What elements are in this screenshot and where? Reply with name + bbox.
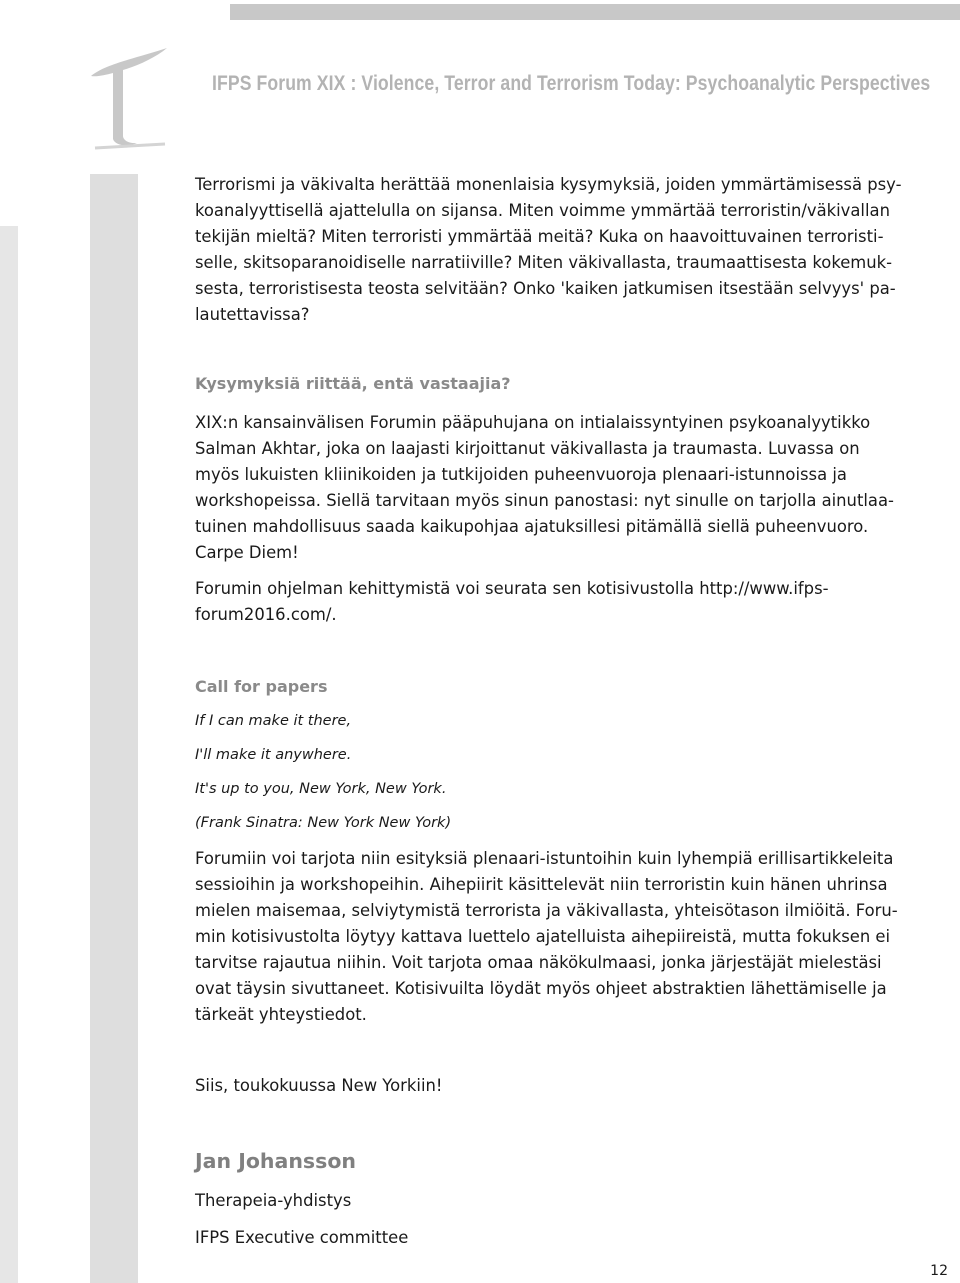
section-heading: Call for papers: [195, 677, 328, 696]
text-line: XIX:n kansainvälisen Forumin pääpuhujana on intialaissyntyinen psykoanalyytikko: [195, 413, 871, 432]
page-title: IFPS Forum XIX : Violence, Terror and Terrorism Today: Psychoanalytic Perspectives: [212, 72, 931, 95]
text-line: tarvitse rajautua niihin. Voit tarjota omaa näkökulmaasi, jonka järjestäjät mielestäsi: [195, 953, 882, 972]
text-line: ovat täysin sivuttaneet. Kotisivuilta löydät myös ohjeet abstraktien lähettämiselle ja: [195, 979, 887, 998]
quote-line: It's up to you, New York, New York.: [195, 781, 447, 797]
side-bar-thin: [0, 226, 18, 1283]
section1-paragraph: [195, 410, 915, 566]
signature-name: [195, 1149, 915, 1173]
text-line: Forumin ohjelman kehittymistä voi seurata sen kotisivustolla http://www.ifps-: [195, 579, 829, 598]
quote-line: If I can make it there,: [195, 713, 352, 729]
forum-link-paragraph: [195, 576, 915, 628]
text-line: Carpe Diem!: [195, 543, 299, 562]
signature-org: [195, 1190, 915, 1212]
section-heading-questions: [195, 374, 915, 393]
text-line: Salman Akhtar, joka on laajasti kirjoittanut väkivallasta ja traumasta. Luvassa on: [195, 439, 860, 458]
side-bar: [90, 174, 138, 1283]
closing-text: Siis, toukokuussa New Yorkiin!: [195, 1076, 443, 1095]
signature-role: [195, 1227, 915, 1249]
section-heading: Kysymyksiä riittää, entä vastaajia?: [195, 374, 511, 393]
text-line: sessioihin ja workshopeihin. Aihepiirit käsittelevät niin terroristin kuin hänen uhrinsa: [195, 875, 888, 894]
section2-paragraph: [195, 846, 915, 1028]
closing-line: [195, 1075, 915, 1097]
text-line: selle, skitsoparanoidiselle narratiiville? Miten väkivallasta, traumaattisesta kokemuk-: [195, 253, 893, 272]
header-bar: [230, 4, 960, 20]
text-line: workshopeissa. Siellä tarvitaan myös sinun panostasi: nyt sinulle on tarjolla ainutlaa-: [195, 491, 894, 510]
text-line: tuinen mahdollisuus saada kaikupohjaa ajatuksillesi pitämällä siellä puheenvuoro.: [195, 517, 869, 536]
author-name: Jan Johansson: [195, 1149, 357, 1173]
quote-block-3: [195, 779, 915, 799]
quote-block-2: [195, 745, 915, 765]
quote-block: [195, 711, 915, 731]
text-line: myös lukuisten kliinikoiden ja tutkijoiden puheenvuoroja plenaari-istunnoissa ja: [195, 465, 847, 484]
section-heading-call-for-papers: [195, 677, 915, 696]
quote-line: I'll make it anywhere.: [195, 747, 352, 763]
author-organization: Therapeia-yhdistys: [195, 1191, 352, 1210]
text-line: Forumiin voi tarjota niin esityksiä plenaari-istuntoihin kuin lyhempiä erillisartikkeleita: [195, 849, 894, 868]
text-line: min kotisivustolta löytyy kattava luettelo ajatelluista aihepiireistä, mutta fokuksen ei: [195, 927, 891, 946]
ifps-logo-icon: [85, 40, 175, 150]
author-role: IFPS Executive committee: [195, 1228, 409, 1247]
text-line: tärkeät yhteystiedot.: [195, 1005, 367, 1024]
text-line: tekijän mieltä? Miten terroristi ymmärtää meitä? Kuka on haavoittuvainen terroristi-: [195, 227, 884, 246]
text-line: Terrorismi ja väkivalta herättää monenlaisia kysymyksiä, joiden ymmärtämisessä psy-: [195, 175, 902, 194]
quote-attribution: [195, 813, 915, 833]
quote-line: (Frank Sinatra: New York New York): [195, 815, 452, 831]
text-line: sesta, terroristisesta teosta selvitään? Onko 'kaiken jatkumisen itsestään selvyys' pa-: [195, 279, 896, 298]
intro-paragraph: [195, 172, 915, 328]
text-line: koanalyyttisellä ajattelulla on sijansa. Miten voimme ymmärtää terroristin/väkivallan: [195, 201, 890, 220]
text-line: lautettavissa?: [195, 305, 310, 324]
text-line: mielen maisemaa, selviytymistä terrorista ja väkivallasta, yhteisötason ilmiöitä. Foru-: [195, 901, 898, 920]
text-line: forum2016.com/.: [195, 605, 337, 624]
page-number: 12: [930, 1263, 948, 1279]
